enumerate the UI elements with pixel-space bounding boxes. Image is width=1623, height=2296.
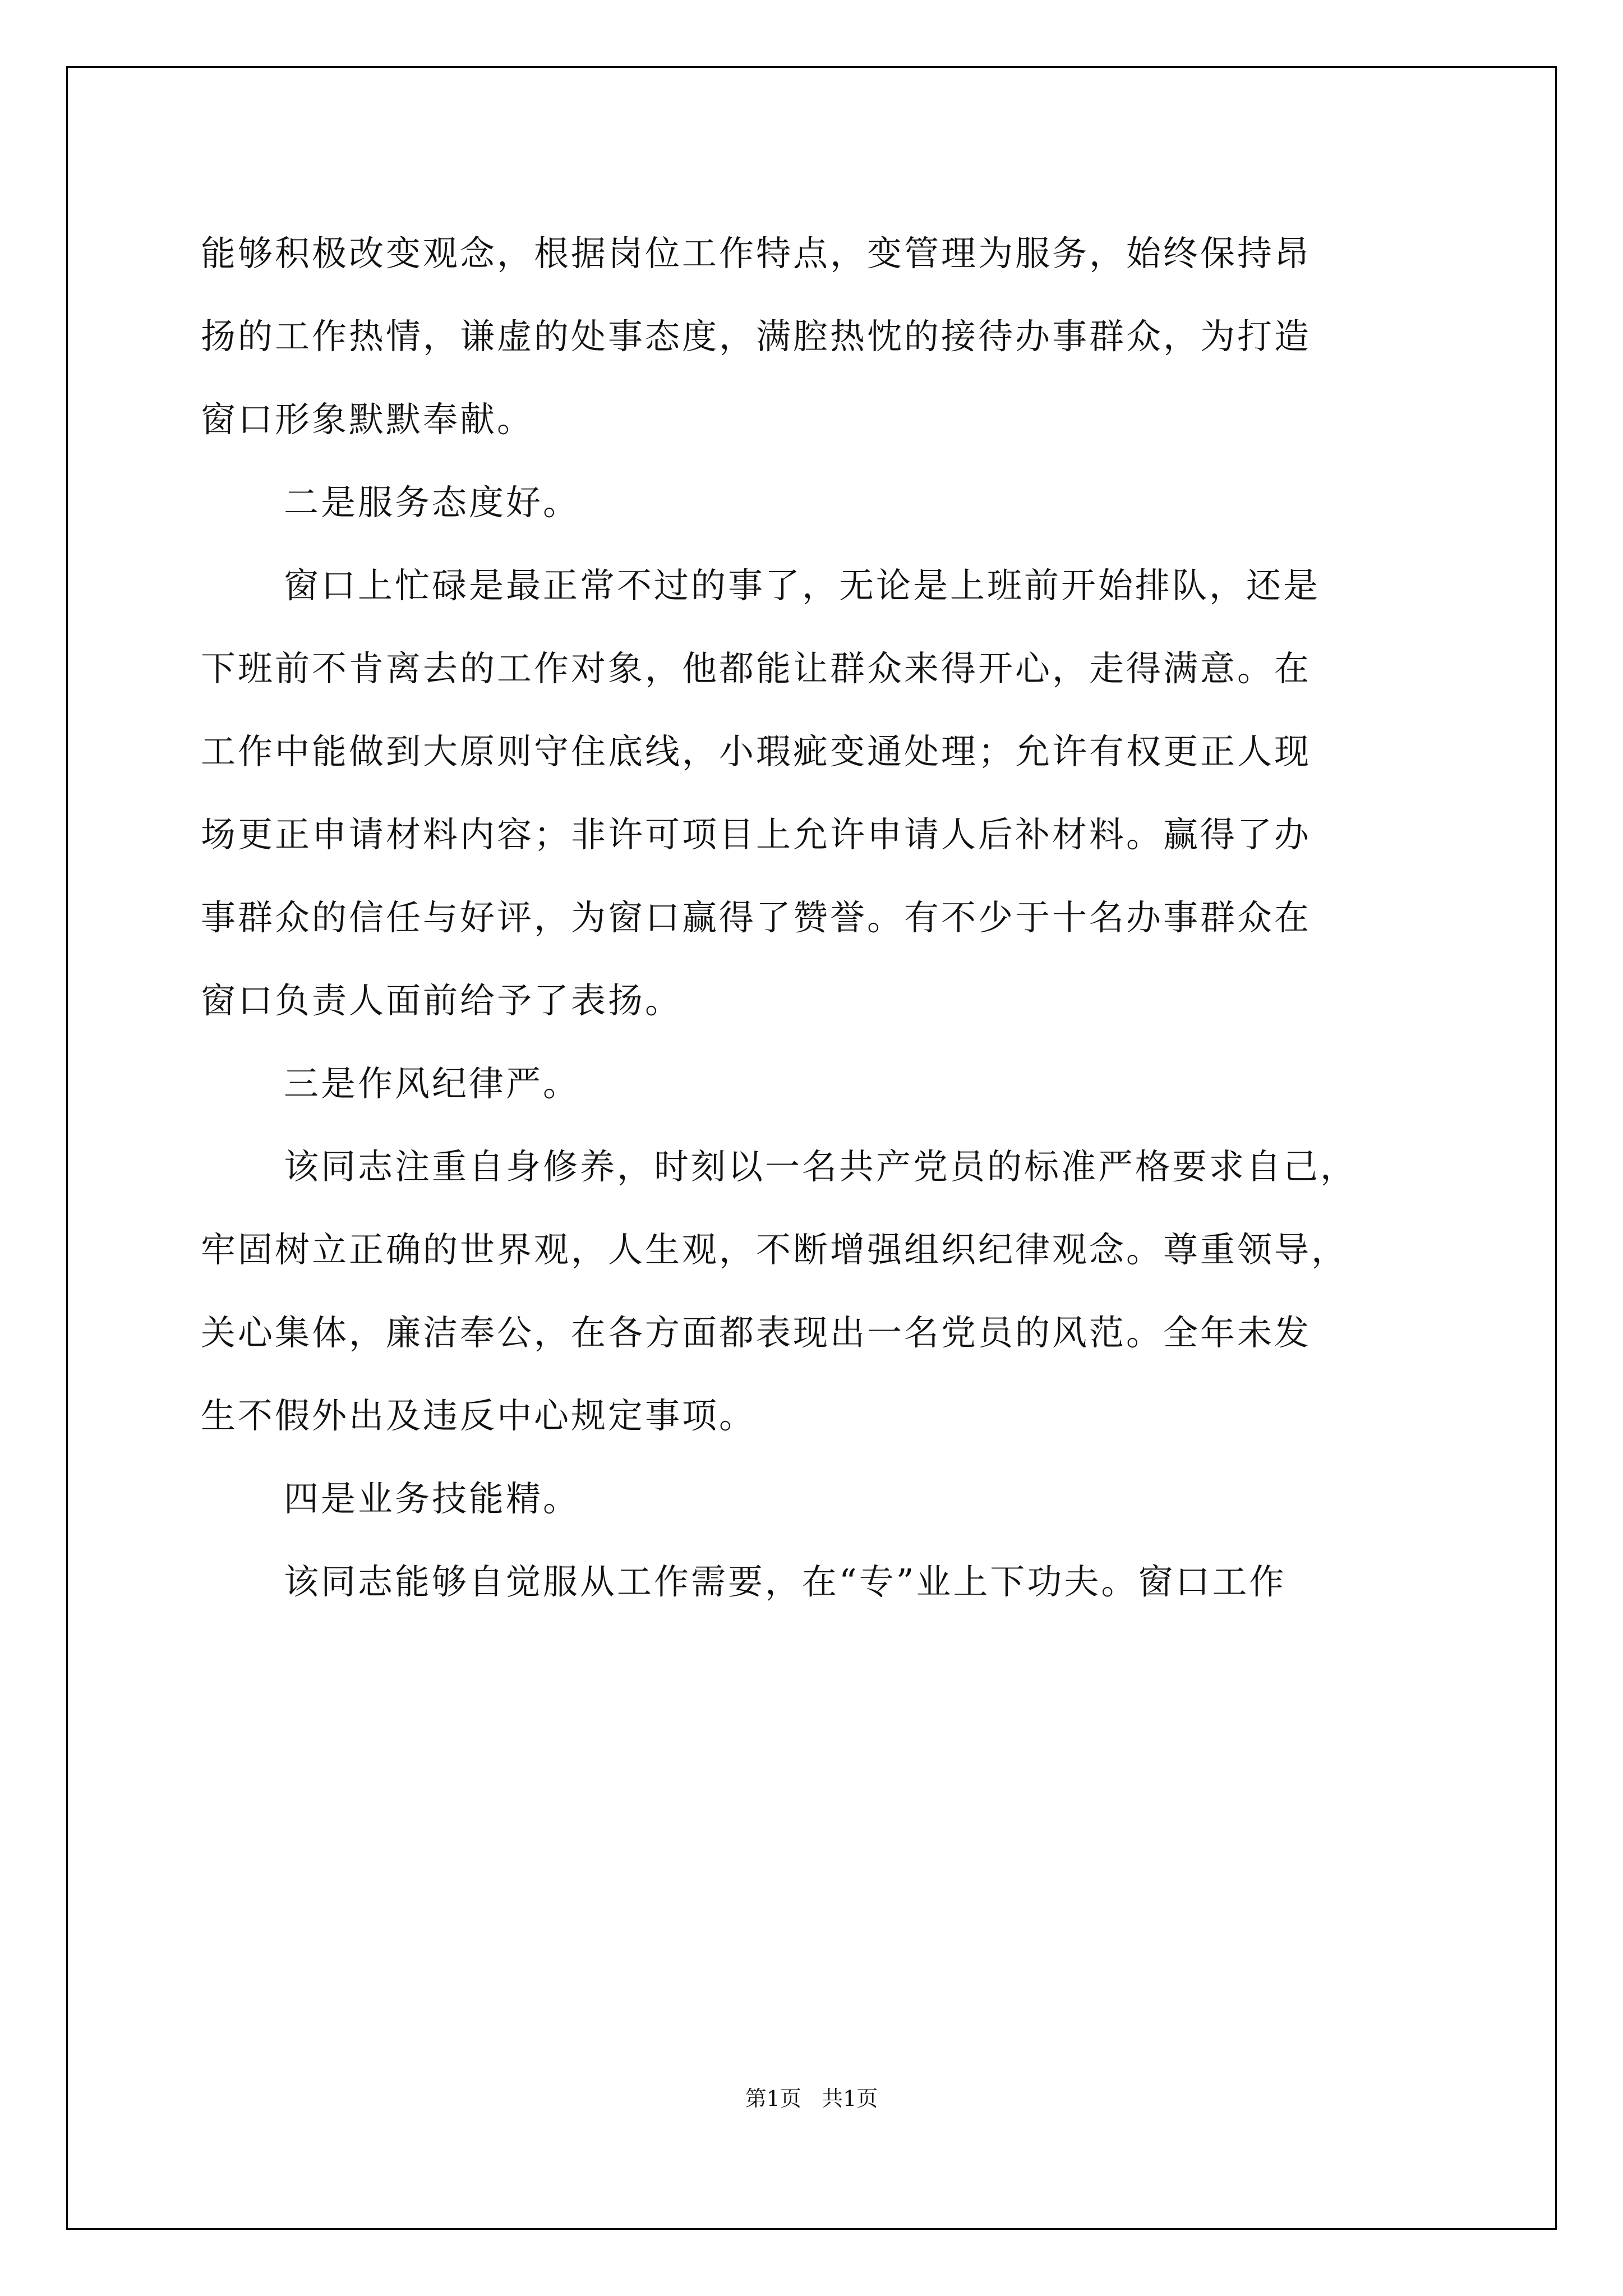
paragraph-first-line: 该同志能够自觉服从工作需要，在“专”业上下功夫。窗口工作 — [284, 1561, 1287, 1602]
text-line: 事群众的信任与好评，为窗口赢得了赞誉。有不少于十名办事群众在 — [201, 897, 1312, 938]
text-line: 牢固树立正确的世界观，人生观，不断增强组织纪律观念。尊重领导， — [201, 1229, 1349, 1270]
paragraph-first-line: 窗口上忙碌是最正常不过的事了，无论是上班前开始排队，还是 — [284, 565, 1321, 606]
text-line: 工作中能做到大原则守住底线，小瑕疵变通处理；允许有权更正人现 — [201, 731, 1312, 772]
text-line: 下班前不肯离去的工作对象，他都能让群众来得开心，走得满意。在 — [201, 648, 1312, 689]
text-line: 窗口形象默默奉献。 — [201, 399, 534, 440]
section-heading: 四是业务技能精。 — [284, 1478, 580, 1519]
section-heading: 三是作风纪律严。 — [284, 1063, 580, 1104]
text-line: 场更正申请材料内容；非许可项目上允许申请人后补材料。赢得了办 — [201, 814, 1312, 855]
text-line: 生不假外出及违反中心规定事项。 — [201, 1395, 757, 1436]
section-heading: 二是服务态度好。 — [284, 482, 580, 523]
page-number-total: 共1页 — [822, 2086, 878, 2111]
page-number-current: 第1页 — [745, 2086, 801, 2111]
text-line: 窗口负责人面前给予了表扬。 — [201, 980, 683, 1021]
text-line: 能够积极改变观念，根据岗位工作特点，变管理为服务，始终保持昂 — [201, 233, 1312, 274]
paragraph-first-line: 该同志注重自身修养，时刻以一名共产党员的标准严格要求自己， — [284, 1146, 1358, 1187]
text-line: 扬的工作热情，谦虚的处事态度，满腔热忱的接待办事群众，为打造 — [201, 316, 1312, 357]
page-footer — [0, 2085, 1623, 2113]
text-line: 关心集体，廉洁奉公，在各方面都表现出一名党员的风范。全年未发 — [201, 1312, 1312, 1353]
